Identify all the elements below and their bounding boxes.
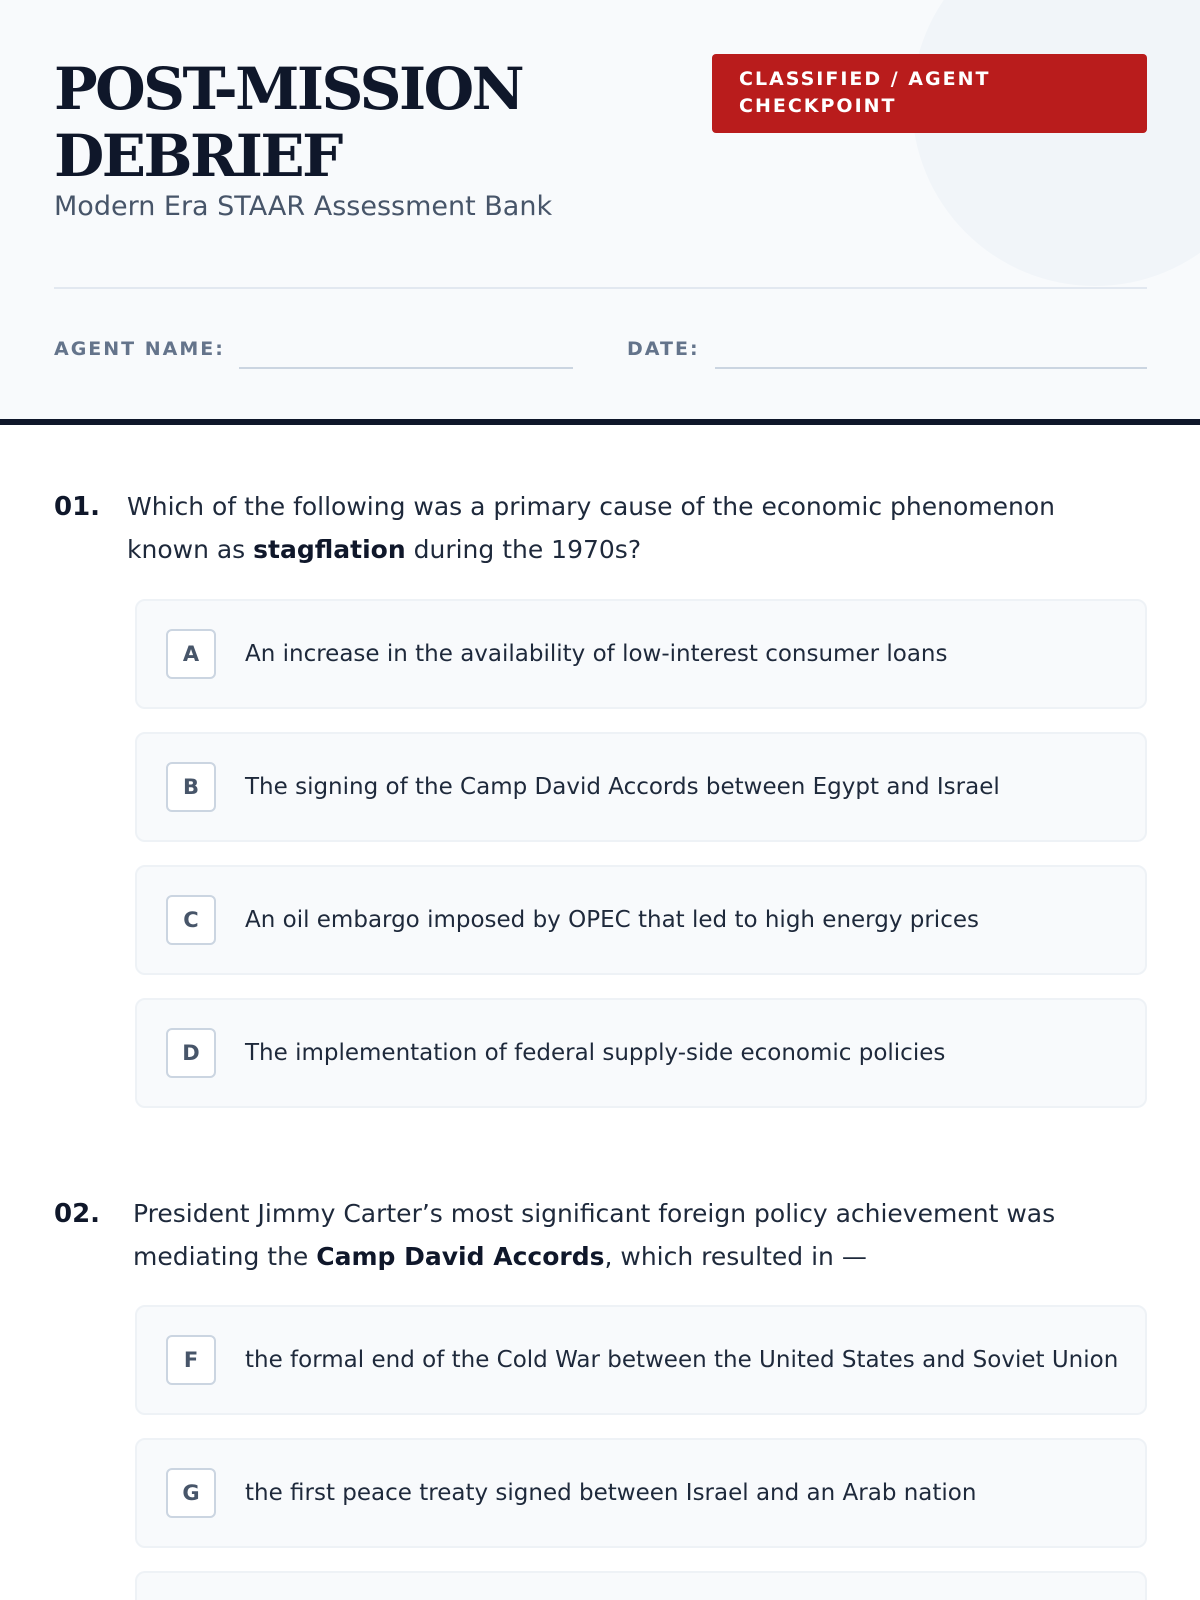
option-text: the formal end of the Cold War between the United States and Soviet Union — [245, 1347, 1119, 1373]
answer-option-d[interactable] — [135, 998, 1147, 1108]
question-text — [127, 485, 1137, 571]
answer-option-c[interactable] — [135, 865, 1147, 975]
question-text-start: Which of the following was a primary cause of the economic phenomenon known as — [127, 492, 1055, 564]
option-letter: F — [166, 1335, 216, 1385]
option-letter: D — [166, 1028, 216, 1078]
option-text: The signing of the Camp David Accords between Egypt and Israel — [245, 774, 1000, 800]
option-letter: C — [166, 895, 216, 945]
badge-line-2: CHECKPOINT — [739, 95, 897, 117]
page-subtitle: Modern Era STAAR Assessment Bank — [54, 191, 553, 222]
option-text: the first peace treaty signed between Israel and an Arab nation — [245, 1480, 977, 1506]
date-label: DATE: — [627, 338, 700, 360]
answer-option-a[interactable] — [135, 599, 1147, 709]
debrief-header — [0, 0, 1200, 425]
question-keyword: stagflation — [253, 535, 406, 564]
option-letter: B — [166, 762, 216, 812]
agent-name-label: AGENT NAME: — [54, 338, 225, 360]
page-title — [54, 56, 522, 190]
answer-option-b[interactable] — [135, 732, 1147, 842]
question-number: 02. — [54, 1199, 101, 1229]
question-text — [133, 1192, 1143, 1278]
option-letter: A — [166, 629, 216, 679]
title-line-1: POST-MISSION — [54, 55, 523, 123]
answer-option-g[interactable] — [135, 1438, 1147, 1548]
option-letter: G — [166, 1468, 216, 1518]
date-field[interactable] — [715, 367, 1147, 369]
title-line-2: DEBRIEF — [54, 122, 341, 190]
classified-badge — [712, 54, 1147, 133]
answer-option-f[interactable] — [135, 1305, 1147, 1415]
header-divider — [54, 287, 1147, 289]
answer-option-h[interactable] — [135, 1571, 1147, 1600]
option-text: The implementation of federal supply-side economic policies — [245, 1040, 946, 1066]
option-text: An oil embargo imposed by OPEC that led to high energy prices — [245, 907, 979, 933]
agent-name-field[interactable] — [239, 367, 573, 369]
question-text-end: , which resulted in — — [604, 1242, 867, 1271]
question-text-end: during the 1970s? — [405, 535, 642, 564]
question-keyword: Camp David Accords — [316, 1242, 605, 1271]
decorative-circle — [912, 0, 1200, 286]
option-text: An increase in the availability of low-interest consumer loans — [245, 641, 948, 667]
question-number: 01. — [54, 492, 101, 522]
badge-line-1: CLASSIFIED / AGENT — [739, 68, 991, 90]
question-text-start: President Jimmy Carter’s most significant foreign policy achievement was mediating the — [133, 1199, 1056, 1271]
